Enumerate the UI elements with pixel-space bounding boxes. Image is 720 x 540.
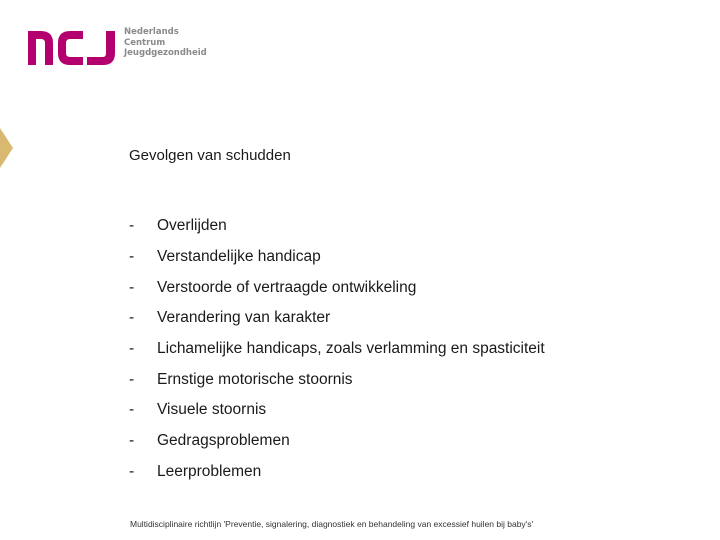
logo-line-3: Jeugdgezondheid bbox=[124, 48, 207, 58]
list-item bbox=[129, 242, 545, 273]
logo-wordmark bbox=[124, 27, 207, 59]
list-item bbox=[129, 211, 545, 242]
bullet-dash: - bbox=[129, 462, 135, 480]
list-item bbox=[129, 303, 545, 334]
bullet-dash: - bbox=[129, 401, 135, 419]
list-item-text: Verstoorde of vertraagde ontwikkeling bbox=[157, 278, 417, 296]
slide-edge-marker bbox=[0, 128, 14, 168]
list-item-text: Lichamelijke handicaps, zoals verlamming en spasticiteit bbox=[157, 340, 545, 358]
list-item-text: Leerproblemen bbox=[157, 462, 262, 480]
bullet-dash: - bbox=[129, 309, 135, 327]
slide-title: Gevolgen van schudden bbox=[129, 147, 291, 164]
list-item bbox=[129, 272, 545, 303]
list-item-text: Verstandelijke handicap bbox=[157, 248, 321, 266]
list-item bbox=[129, 457, 545, 488]
logo-line-1: Nederlands bbox=[124, 27, 179, 37]
list-item-text: Ernstige motorische stoornis bbox=[157, 370, 353, 388]
bullet-dash: - bbox=[129, 432, 135, 450]
bullet-dash: - bbox=[129, 248, 135, 266]
bullet-dash: - bbox=[129, 370, 135, 388]
bullet-dash: - bbox=[129, 278, 135, 296]
list-item bbox=[129, 395, 545, 426]
logo-line-2: Centrum bbox=[124, 37, 166, 48]
consequence-list bbox=[129, 211, 545, 487]
list-item bbox=[129, 334, 545, 365]
list-item bbox=[129, 364, 545, 395]
bullet-dash: - bbox=[129, 217, 135, 235]
list-item-text: Overlijden bbox=[157, 217, 227, 235]
list-item-text: Visuele stoornis bbox=[157, 401, 267, 419]
ncj-logo-mark bbox=[27, 26, 119, 66]
list-item-text: Gedragsproblemen bbox=[157, 432, 290, 450]
ncj-logo bbox=[27, 26, 207, 66]
footer-source: Multidisciplinaire richtlijn 'Preventie, signalering, diagnostiek en behandeling van excessief huilen bij baby's' bbox=[130, 519, 534, 529]
list-item bbox=[129, 426, 545, 457]
list-item-text: Verandering van karakter bbox=[157, 309, 331, 327]
bullet-dash: - bbox=[129, 340, 135, 358]
